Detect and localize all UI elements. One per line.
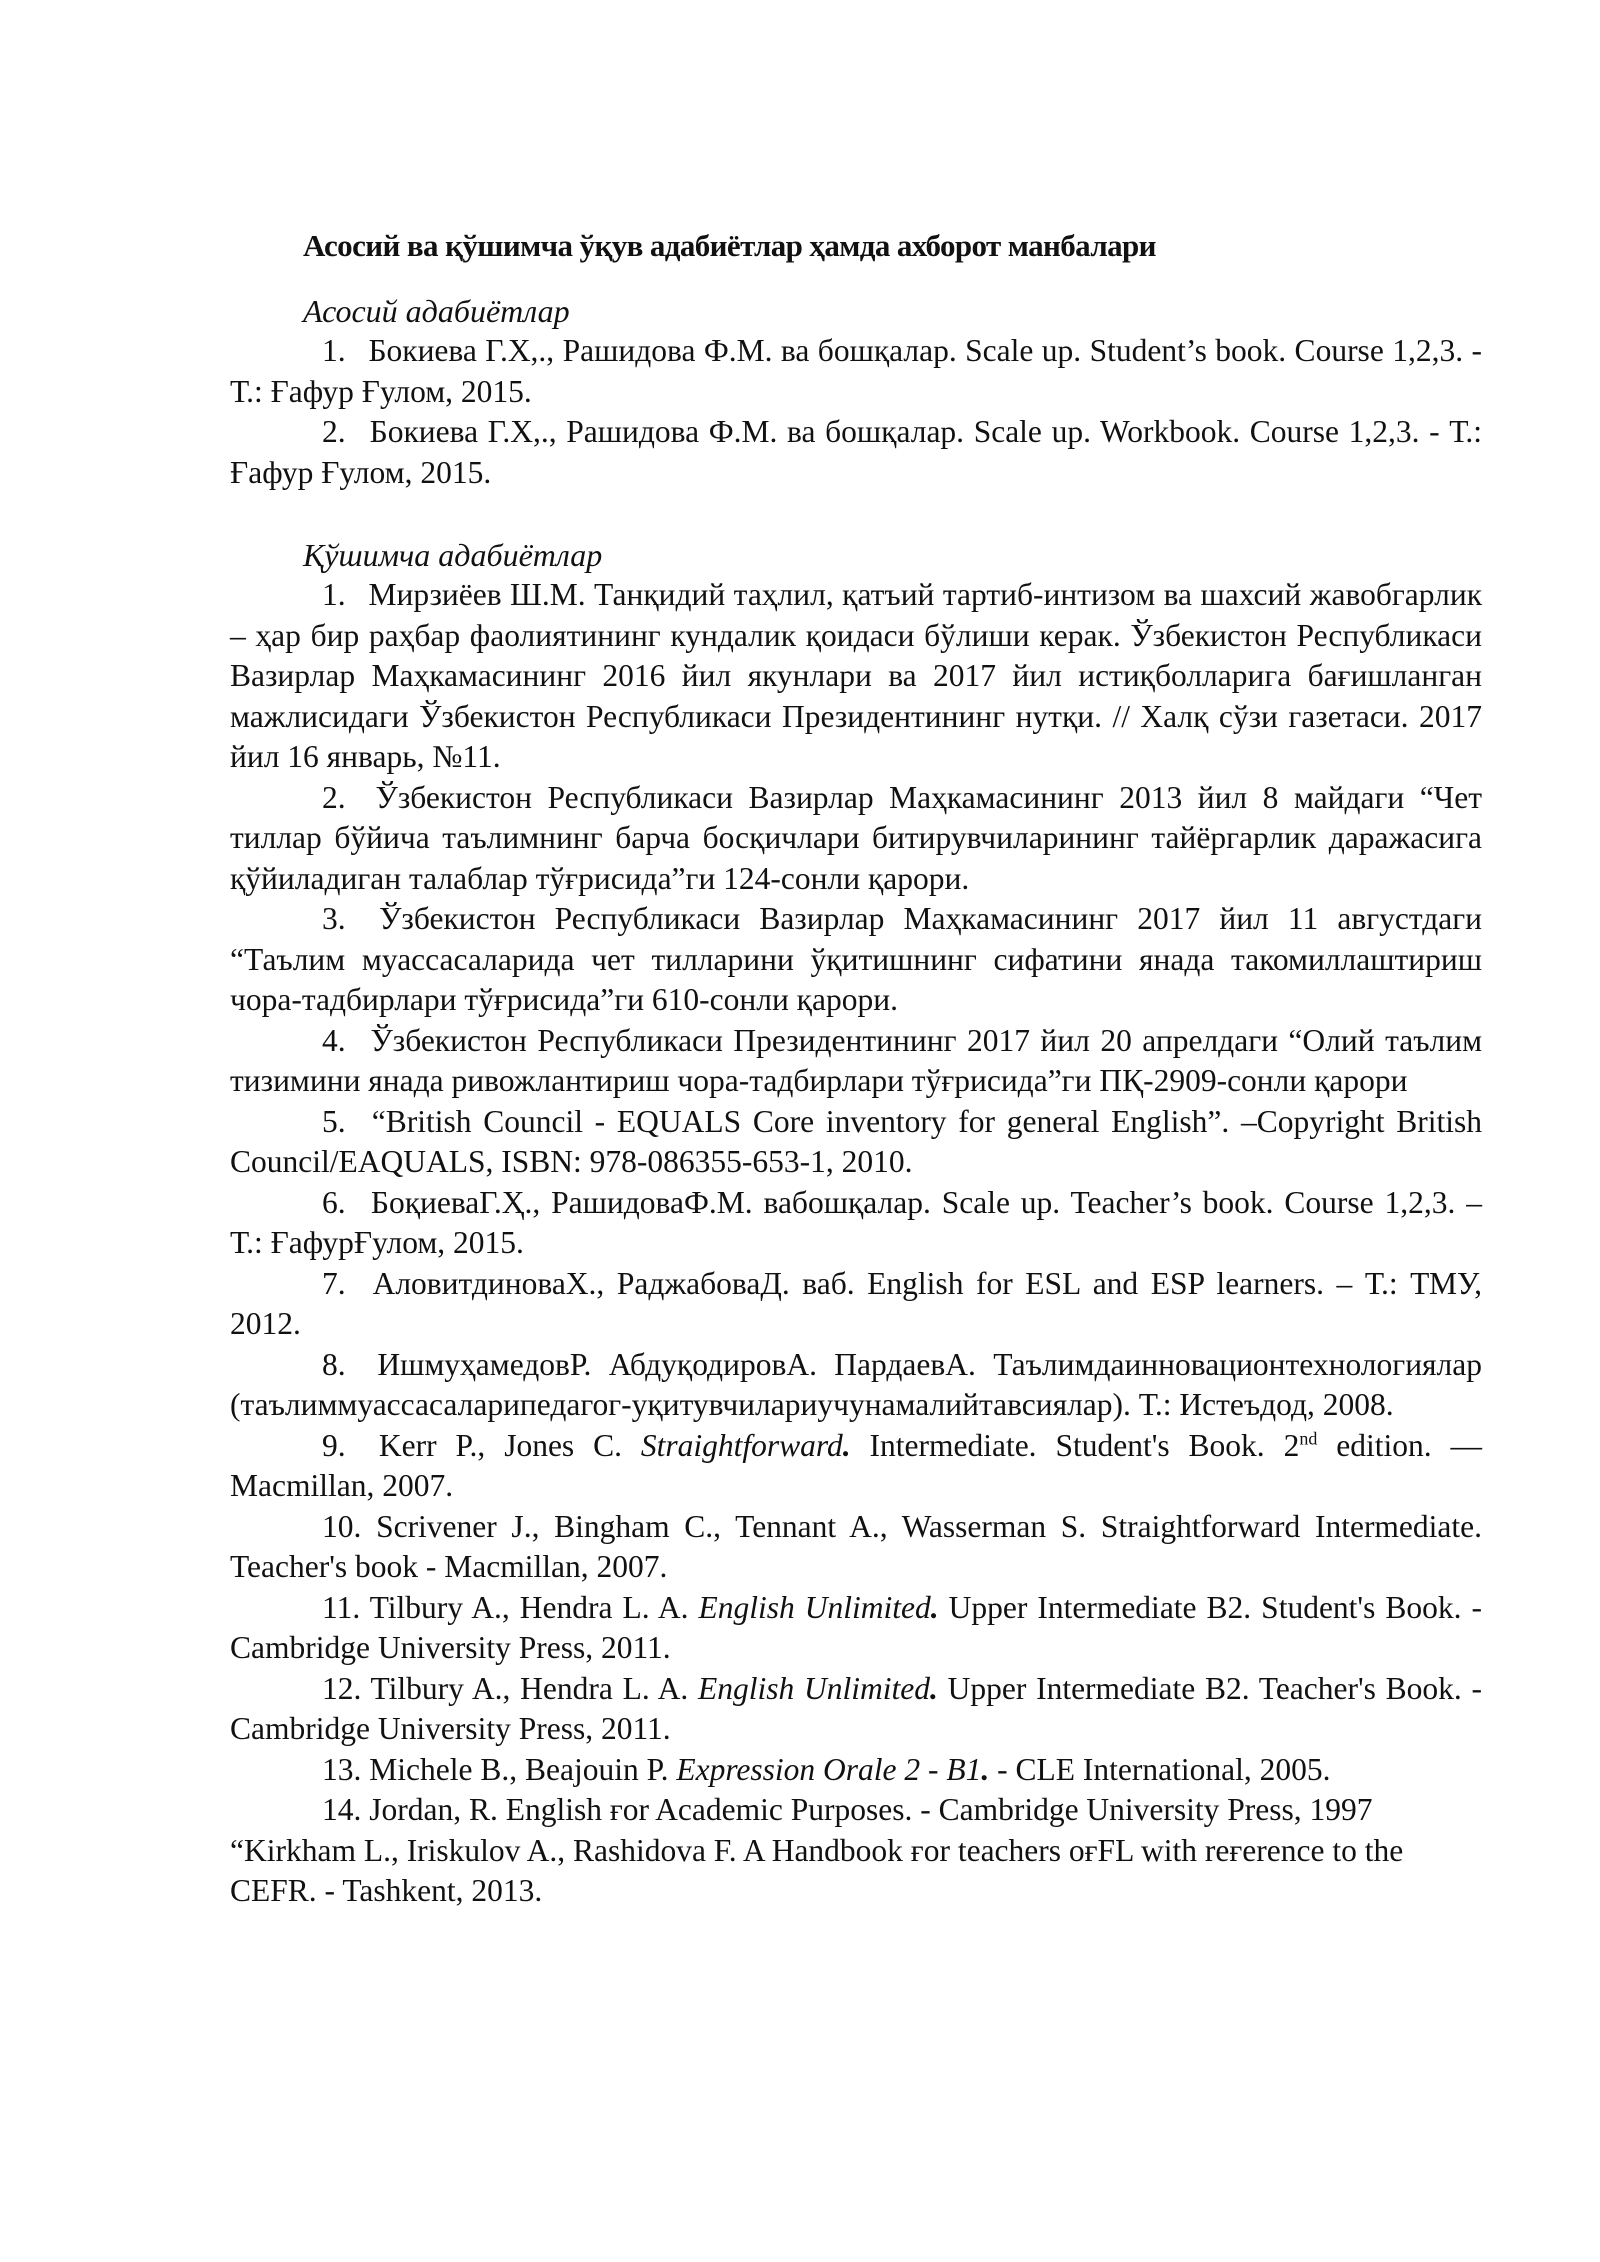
item-text: БоқиеваГ.Ҳ., РашидоваФ.М. вабошқалар. Scale up. Teacher’s book. Course 1,2,3. – Т.: ҒафурҒулом, 2015. [230,1184,1482,1260]
extra-literature-title: Қўшимча адабиётлар [303,537,603,573]
item-text: Upper Intermediate B2. Student's Book. - Cambridge University Press, 2011. [230,1589,1482,1665]
item-number: 2. [322,414,346,449]
item-number: 6. [322,1184,346,1220]
extra-item-11 [230,1588,1482,1669]
item-number: 9. [322,1427,346,1463]
extra-item-6 [230,1183,1482,1264]
item-superscript: nd [1299,1428,1318,1448]
item-number: 14. [322,1792,362,1827]
item-text: Jordan, R. English ғor Academic Purposes. - Cambridge University Press, 1997 [369,1792,1373,1827]
item-text: “British Council - EQUALS Core inventory for general English”. –Copyright British Council/EAQUALS, ISBN: 978-086355-653-1, 2010. [230,1103,1482,1179]
page-heading: Асосий ва қўшимча ўқув адабиётлар ҳамда ахборот манбалари [303,228,1156,263]
item-number: 4. [322,1022,346,1058]
item-number: 1. [322,577,346,612]
item-number: 8. [322,1346,346,1382]
extra-item-9 [230,1426,1482,1507]
extra-item-2 [230,778,1482,900]
extra-item-1 [230,575,1482,778]
item-text: Бокиева Г.Х,., Рашидова Ф.М. ва бошқалар. Scale up. Student’s book. Course 1,2,3. - Т.: Ғафур Ғулом, 2015. [230,333,1483,409]
item-text: Мирзиёев Ш.М. Танқидий таҳлил, қатъий тартиб-интизом ва шахсий жавобгарлик – ҳар бир раҳбар фаолиятининг кундалик қоидаси бўлиши керак. Ўзбекистон Республикаси Вазирлар Маҳкамасининг 2016 йил якунлари ва 2017 йил истиқболларига бағишланган мажлисидаги Ўзбекистон Республикаси Президентининг нутқи. // Халқ сўзи газетаси. 2017 йил 16 январь, №11. [230,577,1482,774]
main-item-1 [230,331,1482,412]
item-title: English Unlimited [698,1670,931,1706]
extra-item-4 [230,1021,1482,1102]
item-title-dot: . [842,1427,851,1463]
extra-item-7 [230,1264,1482,1345]
item-text: Ўзбекистон Республикаси Вазирлар Маҳкамасининг 2013 йил 8 майдаги “Чет тиллар бўйича таълимнинг барча босқичлари битирувчиларининг тайёргарлик даражасига қўйиладиган талаблар тўғрисида”ги 124-сонли қарори. [230,779,1482,896]
item-author: Tilbury A., Hendra L. A. [370,1670,699,1706]
extra-item-3 [230,899,1482,1021]
item-number: 10. [322,1508,362,1544]
item-text-end: edition. — Macmillan, 2007. [230,1427,1483,1503]
item-title-dot: . [981,1751,990,1787]
extra-item-10 [230,1507,1482,1588]
extra-item-8 [230,1345,1482,1426]
item-number: 12. [322,1670,362,1706]
extra-item-5 [230,1102,1482,1183]
item-title-dot: . [930,1589,939,1625]
item-text: Intermediate. Student's Book. 2 [850,1427,1300,1463]
item-author: Tilbury A., Hendra L. A. [369,1589,699,1625]
main-item-2 [230,412,1482,493]
extra-item-15 [230,1831,1482,1912]
extra-item-12 [230,1669,1482,1750]
main-literature-title: Асосий адабиётлар [303,293,570,329]
item-number: 1. [322,333,346,368]
item-number: 7. [322,1265,346,1301]
item-number: 2. [322,779,346,815]
item-text: Scrivener J., Bingham C., Tennant A., Wasserman S. Straightforward Intermediate. Teacher's book - Macmillan, 2007. [230,1508,1483,1584]
item-number: 3. [322,901,346,936]
item-text: “Kirkham L., Iriskulov A., Rashidova F. A Handbook ғor teachers oғFL with reғerence to the CEFR. - Tashkent, 2013. [230,1832,1404,1908]
item-author: Michele B., Beajouin P. [369,1751,677,1787]
item-text: - CLE International, 2005. [989,1751,1331,1787]
item-text: Ўзбекистон Республикаси Президентининг 2017 йил 20 апрелдаги “Олий таълим тизимини янада ривожлантириш чора-тадбирлари тўғрисида”ги ПҚ-2909-сонли қарори [230,1022,1482,1098]
item-title: Expression Orale 2 - B1 [676,1751,982,1787]
item-text: Ўзбекистон Республикаси Вазирлар Маҳкамасининг 2017 йил 11 августдаги “Таълим муассасаларида чет тилларини ўқитишнинг сифатини янада такомиллаштириш чора-тадбирлари тўғрисида”ги 610-сонли қарори. [230,901,1482,1017]
item-title: Straightforward [640,1427,843,1463]
item-text: Upper Intermediate B2. Teacher's Book. - Cambridge University Press, 2011. [230,1670,1483,1746]
item-text: ИшмуҳамедовР. АбдуқодировА. ПардаевА. Таълимдаинновационтехнологиялар (таълиммуассасаларипедагог-уқитувчилариучунамалийтавсиялар). Т.: Истеъдод, 2008. [230,1346,1482,1422]
item-author: Kerr P., Jones C. [378,1427,641,1463]
section-spacer [230,493,1482,535]
item-number: 5. [322,1103,346,1139]
item-number: 11. [322,1589,361,1625]
item-number: 13. [322,1751,362,1787]
extra-item-14 [230,1790,1482,1831]
item-title-dot: . [930,1670,938,1706]
document-page [230,225,1482,1912]
extra-item-13 [230,1750,1482,1791]
item-text: Бокиева Г.Х,., Рашидова Ф.М. ва бошқалар. Scale up. Workbook. Course 1,2,3. - Т.: Ғафур Ғулом, 2015. [230,414,1483,490]
item-title: English Unlimited [698,1589,931,1625]
item-text: АловитдиноваХ., РаджабоваД. ваб. English for ESL and ESP learners. – Т.: ТМУ, 2012. [230,1265,1483,1341]
